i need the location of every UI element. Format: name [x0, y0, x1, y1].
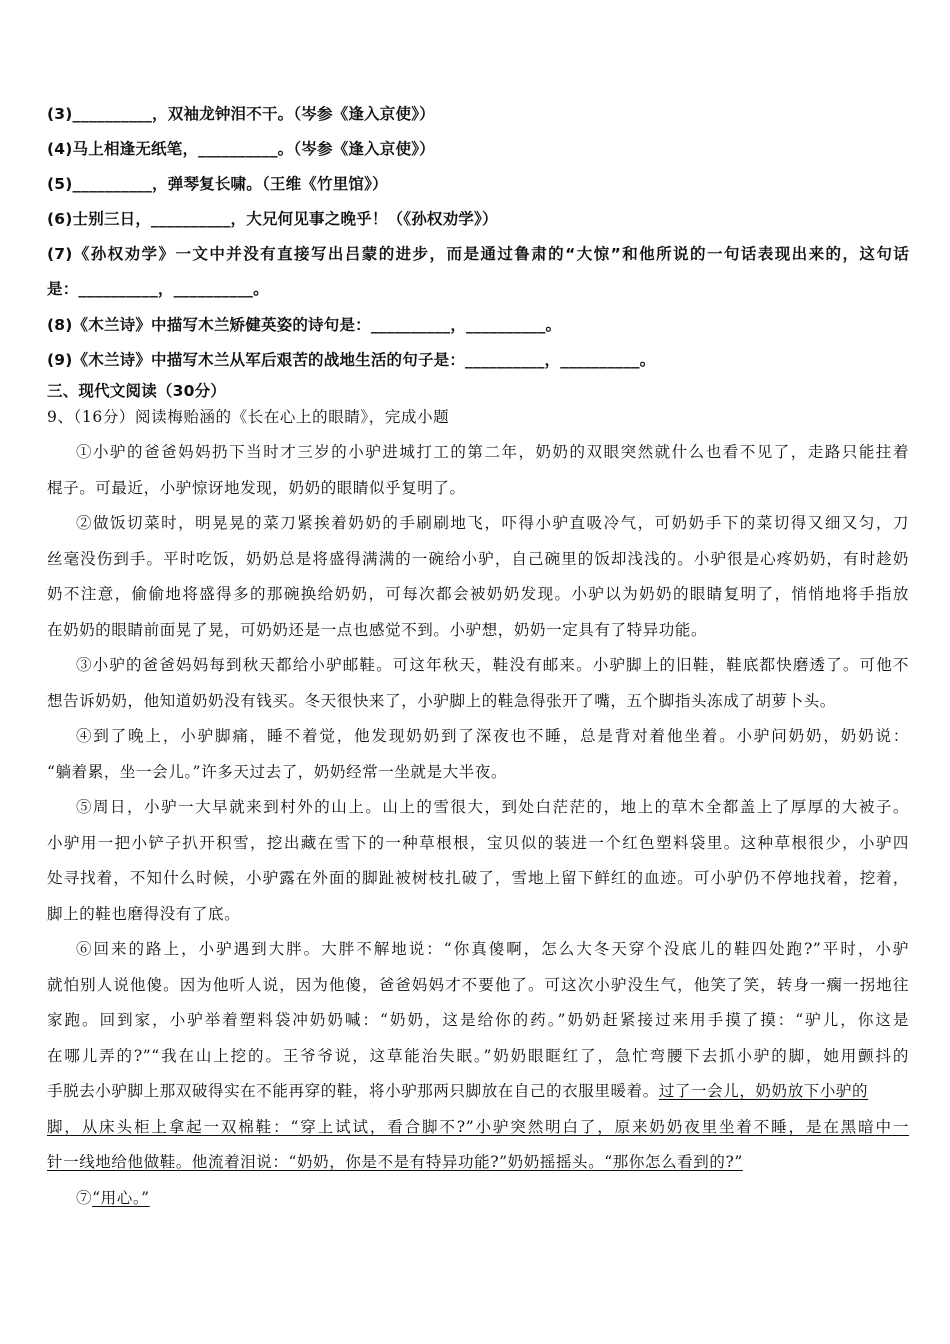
passage-p5-line: ⑤周日，小驴一大早就来到村外的山上。山上的雪很大，到处白茫茫的，地上的草木全都盖上了厚厚的大被子。 [76, 798, 909, 816]
fill-blank-q4: (4)马上相逢无纸笔，__________。（岑参《逢入京使》） [47, 140, 435, 158]
question-prompt: 9、（16分）阅读梅贻涵的《长在心上的眼睛》，完成小题 [47, 408, 450, 426]
passage-p1-line: ①小驴的爸爸妈妈扔下当时才三岁的小驴进城打工的第二年，奶奶的双眼突然就什么也看不见了，走路只能拄着 [76, 443, 909, 461]
fill-blank-q8: (8)《木兰诗》中描写木兰矫健英姿的诗句是：__________，__________。 [47, 316, 562, 334]
passage-p1-line: 棍子。可最近，小驴惊讶地发现，奶奶的眼睛似乎复明了。 [47, 479, 466, 497]
passage-underlined-line: 脚，从床头柜上拿起一双棉鞋：“穿上试试，看合脚不?”小驴突然明白了，原来奶奶夜里坐着不睡，是在黑暗中一 [47, 1118, 909, 1136]
passage-p5-line: 脚上的鞋也磨得没有了底。 [47, 905, 241, 923]
fill-blank-q7-line2: 是：__________，__________。 [47, 280, 269, 298]
passage-underlined-text: “用心。” [92, 1189, 150, 1207]
passage-p2-line: 丝毫没伤到手。平时吃饭，奶奶总是将盛得满满的一碗给小驴，自己碗里的饭却浅浅的。小驴很是心疼奶奶，有时趁奶 [47, 550, 909, 568]
passage-p3-line: ③小驴的爸爸妈妈每到秋天都给小驴邮鞋。可这年秋天，鞋没有邮来。小驴脚上的旧鞋，鞋底都快磨透了。可他不 [76, 656, 909, 674]
passage-p5-line: 处寻找着，不知什么时候，小驴露在外面的脚趾被树枝扎破了，雪地上留下鲜红的血迹。可小驴仍不停地找着，挖着， [47, 869, 909, 887]
passage-underlined-line [47, 1150, 909, 1172]
passage-p2-line: 在奶奶的眼睛前面晃了晃，可奶奶还是一点也感觉不到。小驴想，奶奶一定具有了特异功能。 [47, 621, 708, 639]
passage-p4-line: “躺着累，坐一会儿。”许多天过去了，奶奶经常一坐就是大半夜。 [47, 763, 508, 781]
passage-p6-text: 手脱去小驴脚上那双破得实在不能再穿的鞋，将小驴那两只脚放在自己的衣服里暖着。 [47, 1082, 659, 1100]
passage-p7-line [76, 1186, 909, 1208]
fill-blank-q5: (5)__________，弹琴复长啸。（王维《竹里馆》） [47, 175, 388, 193]
passage-underlined-text: 针一线地给他做鞋。他流着泪说：“奶奶，你是不是有特异功能?”奶奶摇摇头。“那你怎么看到的?” [47, 1153, 743, 1171]
passage-p3-line: 想告诉奶奶，他知道奶奶没有钱买。冬天很快来了，小驴脚上的鞋急得张开了嘴，五个脚指头冻成了胡萝卜头。 [47, 692, 836, 710]
passage-p2-line: 奶不注意，偷偷地将盛得多的那碗换给奶奶，可每次都会被奶奶发现。小驴以为奶奶的眼睛复明了，悄悄地将手指放 [47, 585, 909, 603]
fill-blank-q3: (3)__________，双袖龙钟泪不干。（岑参《逢入京使》） [47, 105, 435, 123]
passage-p6-line: 就怕别人说他傻。因为他听人说，因为他傻，爸爸妈妈才不要他了。可这次小驴没生气，他笑了笑，转身一瘸一拐地往 [47, 976, 909, 994]
passage-p6-line: ⑥回来的路上，小驴遇到大胖。大胖不解地说：“你真傻啊，怎么大冬天穿个没底儿的鞋四处跑?”平时，小驴 [76, 940, 909, 958]
passage-p7-number: ⑦ [76, 1189, 93, 1207]
fill-blank-q9: (9)《木兰诗》中描写木兰从军后艰苦的战地生活的句子是：__________，__________。 [47, 351, 656, 369]
passage-p6-line: 在哪儿弄的?”“我在山上挖的。王爷爷说，这草能治失眠。”奶奶眼眶红了，急忙弯腰下去抓小驴的脚，她用颤抖的 [47, 1047, 909, 1065]
fill-blank-q7-line1: (7)《孙权劝学》一文中并没有直接写出吕蒙的进步，而是通过鲁肃的“大惊”和他所说的一句话表现出来的，这句话 [47, 245, 909, 263]
passage-p2-line: ②做饭切菜时，明晃晃的菜刀紧挨着奶奶的手刷刷地飞，吓得小驴直吸冷气，可奶奶手下的菜切得又细又匀，刀 [76, 514, 909, 532]
fill-blank-q6: (6)士别三日，__________，大兄何见事之晚乎！（《孙权劝学》） [47, 210, 498, 228]
passage-p6-line: 家跑。回到家，小驴举着塑料袋冲奶奶喊：“奶奶，这是给你的药。”奶奶赶紧接过来用手摸了摸：“驴儿，你这是 [47, 1011, 909, 1029]
passage-p6-line [47, 1079, 909, 1101]
passage-underlined-text: 过了一会儿，奶奶放下小驴的 [658, 1082, 869, 1100]
section-heading: 三、现代文阅读（30分） [47, 382, 226, 400]
passage-p5-line: 小驴用一把小铲子扒开积雪，挖出藏在雪下的一种草根根，宝贝似的装进一个红色塑料袋里。这种草根很少，小驴四 [47, 834, 909, 852]
passage-p4-line: ④到了晚上，小驴脚痛，睡不着觉，他发现奶奶到了深夜也不睡，总是背对着他坐着。小驴问奶奶，奶奶说： [76, 727, 909, 745]
